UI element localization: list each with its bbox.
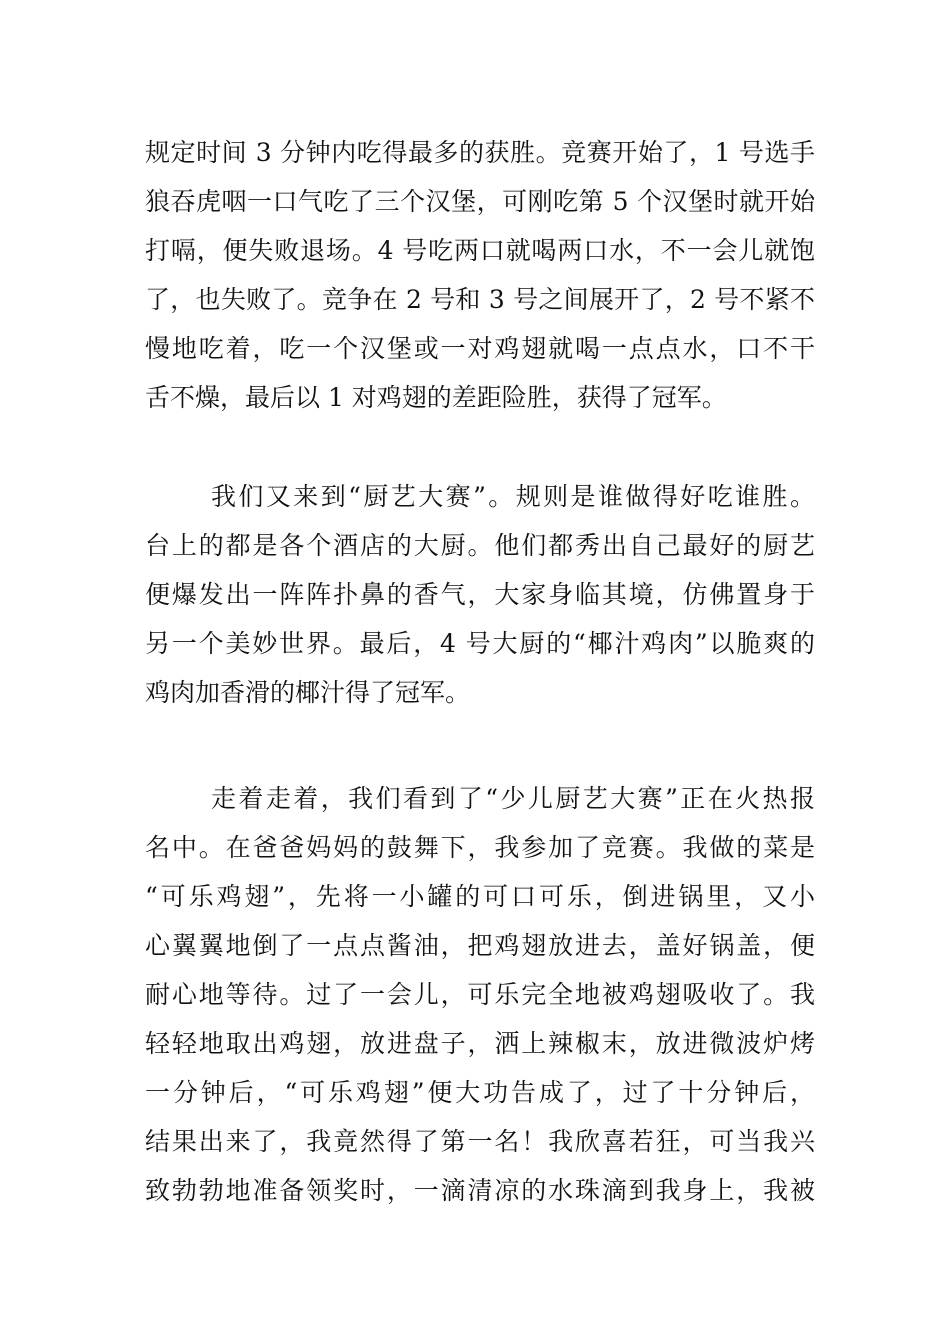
paragraph-eating-contest — [145, 128, 815, 422]
paragraph-line: 轻轻地取出鸡翅，放进盘子，洒上辣椒末，放进微波炉烤 — [145, 1029, 815, 1058]
paragraph-line: 舌不燥，最后以 1 对鸡翅的差距险胜，获得了冠军。 — [145, 383, 727, 412]
paragraph-line: 耐心地等待。过了一会儿，可乐完全地被鸡翅吸收了。我 — [145, 980, 815, 1009]
paragraph-line: 慢地吃着，吃一个汉堡或一对鸡翅就喝一点点水，口不干 — [145, 334, 815, 363]
paragraph-line: 我们又来到“厨艺大赛”。规则是谁做得好吃谁胜。 — [211, 482, 815, 511]
paragraph-line: 一分钟后，“可乐鸡翅”便大功告成了，过了十分钟后， — [145, 1078, 815, 1107]
paragraph-line: 了，也失败了。竞争在 2 号和 3 号之间展开了，2 号不紧不 — [145, 285, 815, 314]
paragraph-line: 另一个美妙世界。最后，4 号大厨的“椰汁鸡肉”以脆爽的 — [145, 629, 815, 658]
paragraph-line: 台上的都是各个酒店的大厨。他们都秀出自己最好的厨艺 — [145, 531, 815, 560]
paragraph-cooking-contest — [145, 472, 815, 717]
paragraph-line: 结果出来了，我竟然得了第一名！我欣喜若狂，可当我兴 — [145, 1127, 815, 1156]
paragraph-line: 规定时间 3 分钟内吃得最多的获胜。竞赛开始了，1 号选手 — [145, 138, 815, 167]
paragraph-kids-cooking-contest — [145, 774, 815, 1215]
paragraph-line: 走着走着，我们看到了“少儿厨艺大赛”正在火热报 — [211, 784, 815, 813]
paragraph-line: 打嗝，便失败退场。4 号吃两口就喝两口水，不一会儿就饱 — [145, 236, 815, 265]
paragraph-line: 便爆发出一阵阵扑鼻的香气，大家身临其境，仿佛置身于 — [145, 580, 815, 609]
paragraph-line: 狼吞虎咽一口气吃了三个汉堡，可刚吃第 5 个汉堡时就开始 — [145, 187, 815, 216]
paragraph-line: 致勃勃地准备领奖时，一滴清凉的水珠滴到我身上，我被 — [145, 1176, 815, 1205]
paragraph-line: 名中。在爸爸妈妈的鼓舞下，我参加了竞赛。我做的菜是 — [145, 833, 815, 862]
paragraph-line: 心翼翼地倒了一点点酱油，把鸡翅放进去，盖好锅盖，便 — [145, 931, 815, 960]
paragraph-line: 鸡肉加香滑的椰汁得了冠军。 — [145, 678, 471, 707]
paragraph-line: “可乐鸡翅”，先将一小罐的可口可乐，倒进锅里，又小 — [145, 882, 815, 911]
